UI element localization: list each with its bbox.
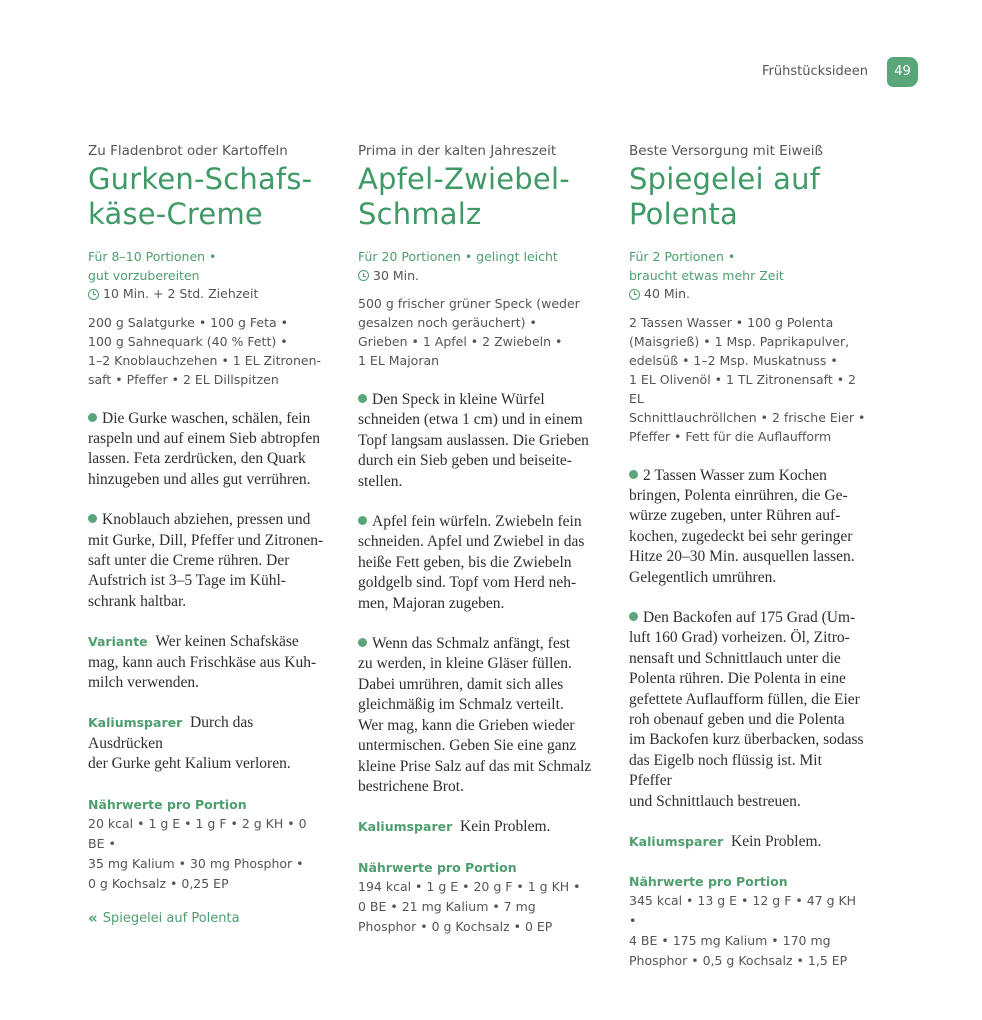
recipe-title [88, 162, 326, 232]
recipe-title [629, 162, 867, 232]
kalium-note-label: Kaliumsparer [629, 834, 724, 849]
kalium-note [88, 713, 326, 774]
instruction-line: Topf langsam auslassen. Die Grieben [358, 431, 589, 449]
recipe-title-line: Apfel-Zwiebel- [358, 162, 570, 196]
ingredient-list-line: 1 EL Majoran [358, 353, 440, 368]
nutrition-values-line: 194 kcal • 1 g E • 20 g F • 1 g KH • [358, 878, 581, 894]
instruction-line: mit Gurke, Dill, Pfeffer und Zitronen- [88, 531, 324, 549]
instruction-step [88, 510, 326, 612]
recipe-meta-line: gut vorzubereiten [88, 267, 200, 283]
recipe-kicker: Zu Fladenbrot oder Kartoffeln [88, 143, 288, 159]
instruction-line: schrank haltbar. [88, 592, 187, 610]
kalium-note-label: Kaliumsparer [358, 819, 453, 835]
instruction-step [629, 466, 867, 588]
instruction-line: goldgelb sind. Topf vom Herd neh- [358, 574, 577, 592]
bullet-icon [629, 612, 638, 621]
instruction-step [88, 409, 326, 491]
instruction-line: schneiden. Apfel und Zwiebel in das [358, 533, 585, 551]
clock-icon [358, 270, 369, 281]
prep-time-text: 10 Min. + 2 Std. Ziehzeit [103, 286, 259, 301]
instruction-step [358, 512, 596, 614]
variant-note [88, 632, 326, 693]
recipe-meta [358, 248, 596, 285]
instruction-line: gefettete Auflaufform füllen, die Eier [629, 690, 860, 708]
ingredient-list-line: Schnittlauchröllchen • 2 frische Eier • [629, 409, 866, 425]
nutrition-values-line: 345 kcal • 13 g E • 12 g F • 47 g KH • [629, 893, 857, 929]
kalium-note-text: Kein Problem. [731, 833, 822, 850]
double-chevron-left-icon: « [88, 909, 98, 927]
prep-time-text: 30 Min. [373, 267, 420, 283]
ingredient-list-line: gesalzen noch geräuchert) • [358, 315, 537, 330]
recipe-title-line: Polenta [629, 197, 739, 231]
instruction-line: kleine Prise Salz auf das mit Schmalz [358, 757, 592, 775]
instruction-text: Wenn das Schmalz anfängt, fest [372, 635, 571, 653]
variant-note-label: Variante [88, 634, 148, 650]
instruction-line: raspeln und auf einem Sieb abtropfen [88, 429, 320, 447]
instruction-line: lassen. Feta zerdrücken, den Quark [88, 450, 306, 468]
recipe-title-line: käse-Creme [88, 197, 263, 231]
recipe-meta [88, 248, 326, 304]
nutrition-values-line: 4 BE • 175 mg Kalium • 170 mg [629, 933, 831, 949]
kalium-note [358, 817, 596, 837]
nutrition-values [629, 891, 867, 971]
recipe-kicker: Beste Versorgung mit Eiweiß [629, 143, 824, 159]
instruction-text: Knoblauch abziehen, pressen und [102, 511, 311, 529]
nutrition-values-line: 0 g Kochsalz • 0,25 EP [88, 875, 229, 891]
instruction-text: Apfel fein würfeln. Zwiebeln fein [372, 513, 582, 531]
instruction-line: roh obenauf geben und die Polenta [629, 710, 845, 728]
bullet-icon [358, 394, 367, 403]
instruction-line: Gelegentlich umrühren. [629, 568, 777, 586]
ingredient-list-line: 1–2 Knoblauchzehen • 1 EL Zitronen- [88, 352, 322, 368]
cross-reference-link[interactable] [88, 911, 240, 926]
recipe-title-line: Gurken-Schafs- [88, 162, 313, 196]
variant-note-text: Wer keinen Schafskäse [155, 633, 299, 651]
nutrition-title: Nährwerte pro Portion [358, 859, 517, 875]
ingredient-list-line: saft • Pfeffer • 2 EL Dillspitzen [88, 371, 279, 387]
nutrition-values-line: 0 BE • 21 mg Kalium • 7 mg [358, 898, 536, 914]
instruction-line: durch ein Sieb geben und beiseite- [358, 452, 572, 470]
instruction-text: Die Gurke waschen, schälen, fein [102, 409, 311, 427]
instruction-line: luft 160 Grad) vorheizen. Öl, Zitro- [629, 629, 850, 647]
instruction-line: im Backofen kurz überbacken, sodass [629, 731, 864, 749]
instruction-text: 2 Tassen Wasser zum Kochen [643, 466, 827, 484]
prep-time [358, 267, 596, 286]
instruction-line [88, 510, 326, 530]
kalium-note-line: der Gurke geht Kalium verloren. [88, 755, 291, 773]
recipe-meta [629, 248, 867, 304]
ingredient-list-line: Grieben • 1 Apfel • 2 Zwiebeln • [358, 334, 563, 349]
instruction-step [358, 390, 596, 492]
clock-icon [88, 289, 99, 300]
recipe-column [358, 142, 596, 937]
clock-icon [629, 289, 640, 300]
ingredient-list-line: 2 Tassen Wasser • 100 g Polenta [629, 314, 834, 330]
instruction-line [358, 634, 596, 654]
instruction-line: saft unter die Creme rühren. Der [88, 551, 290, 569]
running-header: Frühstücksideen [762, 64, 869, 79]
prep-time [88, 285, 326, 304]
kalium-note-line [88, 713, 326, 754]
kalium-note-line [629, 832, 867, 852]
recipe-title [358, 162, 596, 232]
bullet-icon [88, 514, 97, 523]
recipe-kicker: Prima in der kalten Jahreszeit [358, 143, 557, 159]
instruction-text: Den Speck in kleine Würfel [372, 391, 545, 408]
variant-note-line [88, 632, 326, 652]
instruction-line [88, 409, 326, 429]
variant-note-line: milch verwenden. [88, 673, 200, 691]
recipe-column [629, 142, 867, 971]
ingredient-list-line: 100 g Sahnequark (40 % Fett) • [88, 333, 288, 349]
recipe-column [88, 142, 326, 894]
nutrition-title: Nährwerte pro Portion [629, 874, 788, 890]
instruction-line: stellen. [358, 472, 403, 490]
ingredient-list [358, 294, 596, 370]
nutrition-values-line: 20 kcal • 1 g E • 1 g F • 2 g KH • 0 BE • [88, 815, 307, 851]
instruction-line: würze zugeben, unter Rühren auf- [629, 507, 841, 525]
instruction-line: Dabei umrühren, damit sich alles [358, 675, 564, 693]
instruction-line [629, 608, 867, 628]
bullet-icon [88, 413, 97, 422]
instruction-line: Aufstrich ist 3–5 Tage im Kühl- [88, 572, 286, 590]
instruction-line: men, Majoran zugeben. [358, 594, 505, 612]
page-number: 49 [887, 57, 918, 87]
nutrition-values-line: Phosphor • 0 g Kochsalz • 0 EP [358, 918, 553, 934]
kalium-note-text: Durch das Ausdrücken [88, 714, 254, 752]
ingredient-list-line: 200 g Salatgurke • 100 g Feta • [88, 314, 289, 330]
ingredient-list [88, 313, 326, 389]
cross-reference-text: Spiegelei auf Polenta [102, 911, 240, 926]
recipe-title-line: Spiegelei auf [629, 162, 821, 196]
variant-note-line: mag, kann auch Frischkäse aus Kuh- [88, 653, 317, 671]
kalium-note-line [358, 817, 596, 837]
instruction-line: Wer mag, kann die Grieben wieder [358, 716, 575, 734]
ingredient-list-line: Pfeffer • Fett für die Auflaufform [629, 428, 832, 444]
instruction-line: Hitze 20–30 Min. ausquellen lassen. [629, 548, 855, 566]
instruction-line: bestrichene Brot. [358, 777, 464, 795]
kalium-note-text: Kein Problem. [460, 818, 551, 836]
instruction-line: kochen, zugedeckt bei sehr geringer [629, 527, 853, 545]
ingredient-list-line: 1 EL Olivenöl • 1 TL Zitronensaft • 2 EL [629, 371, 857, 406]
recipe-meta-line: Für 2 Portionen • [629, 249, 736, 264]
instruction-line: nensaft und Schnittlauch unter die [629, 649, 841, 667]
instruction-line: heiße Fett geben, bis die Zwiebeln [358, 553, 572, 571]
kalium-note-label: Kaliumsparer [88, 715, 183, 731]
prep-time [629, 285, 867, 304]
ingredient-list [629, 313, 867, 446]
instruction-line: untermischen. Geben Sie eine ganz [358, 737, 577, 755]
ingredient-list-line: edelsüß • 1–2 Msp. Muskatnuss • [629, 352, 838, 368]
recipe-meta-line: braucht etwas mehr Zeit [629, 267, 784, 283]
instruction-line: Polenta rühren. Die Polenta in eine [629, 670, 846, 688]
nutrition-values-line: Phosphor • 0,5 g Kochsalz • 1,5 EP [629, 953, 848, 969]
instruction-line [358, 512, 596, 532]
instruction-line: das Eigelb noch flüssig ist. Mit Pfeffer [629, 751, 822, 790]
instruction-line: und Schnittlauch bestreuen. [629, 792, 801, 810]
ingredient-list-line: 500 g frischer grüner Speck (weder [358, 296, 580, 311]
ingredient-list-line: (Maisgrieß) • 1 Msp. Paprikapulver, [629, 333, 850, 349]
instruction-line [358, 390, 596, 410]
nutrition-title: Nährwerte pro Portion [88, 796, 247, 812]
instruction-line: gleichmäßig im Schmalz verteilt. [358, 696, 564, 714]
recipe-meta-line: Für 20 Portionen • gelingt leicht [358, 249, 558, 264]
instruction-line [629, 466, 867, 486]
prep-time-text: 40 Min. [644, 286, 691, 301]
bullet-icon [629, 470, 638, 479]
nutrition-values [88, 814, 326, 894]
nutrition-values [358, 877, 596, 937]
bullet-icon [358, 516, 367, 525]
instruction-step [358, 634, 596, 797]
instruction-line: hinzugeben und alles gut verrühren. [88, 470, 311, 488]
nutrition-values-line: 35 mg Kalium • 30 mg Phosphor • [88, 855, 304, 871]
recipe-title-line: Schmalz [358, 197, 482, 231]
instruction-line: bringen, Polenta einrühren, die Ge- [629, 486, 848, 504]
instruction-line: schneiden (etwa 1 cm) und in einem [358, 411, 583, 429]
kalium-note [629, 832, 867, 852]
instruction-step [629, 608, 867, 812]
bullet-icon [358, 638, 367, 647]
recipe-meta-line: Für 8–10 Portionen • [88, 249, 217, 264]
instruction-text: Den Backofen auf 175 Grad (Um- [643, 608, 856, 626]
instruction-line: zu werden, in kleine Gläser füllen. [358, 655, 572, 673]
